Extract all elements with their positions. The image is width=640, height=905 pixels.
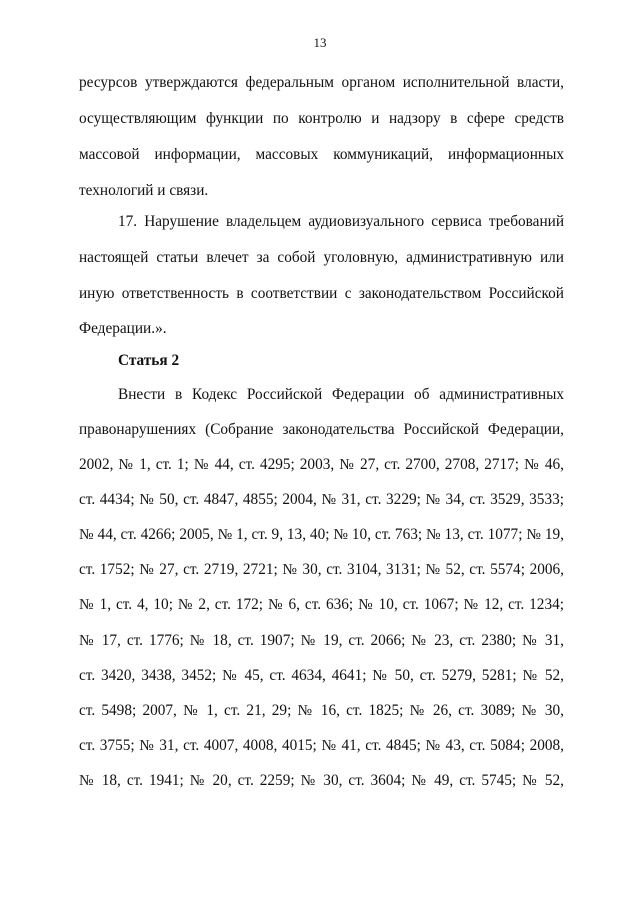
- paragraph-line: 2002, № 1, ст. 1; № 44, ст. 4295; 2003, № 27, ст. 2700, 2708, 2717; № 46,: [79, 456, 564, 473]
- paragraph-line: правонарушениях (Собрание законодательства Российской Федерации,: [79, 421, 564, 438]
- paragraph-line: № 1, ст. 4, 10; № 2, ст. 172; № 6, ст. 636; № 10, ст. 1067; № 12, ст. 1234;: [79, 596, 564, 613]
- paragraph-line: ст. 1752; № 27, ст. 2719, 2721; № 30, ст. 3104, 3131; № 52, ст. 5574; 2006,: [79, 561, 564, 578]
- paragraph-line: Внести в Кодекс Российской Федерации об административных: [118, 386, 564, 403]
- paragraph-line: № 17, ст. 1776; № 18, ст. 1907; № 19, ст. 2066; № 23, ст. 2380; № 31,: [79, 632, 564, 649]
- paragraph-line: 17. Нарушение владельцем аудиовизуального сервиса требований: [118, 213, 564, 230]
- paragraph-line: настоящей статьи влечет за собой уголовную, административную или: [79, 249, 564, 266]
- paragraph-line: № 18, ст. 1941; № 20, ст. 2259; № 30, ст. 3604; № 49, ст. 5745; № 52,: [79, 772, 564, 789]
- page-number: 13: [313, 35, 327, 50]
- paragraph-line: массовой информации, массовых коммуникаций, информационных: [79, 146, 564, 163]
- paragraph-line: ст. 3420, 3438, 3452; № 45, ст. 4634, 4641; № 50, ст. 5279, 5281; № 52,: [79, 667, 564, 684]
- paragraph-line: № 44, ст. 4266; 2005, № 1, ст. 9, 13, 40; № 10, ст. 763; № 13, ст. 1077; № 19,: [79, 526, 564, 543]
- paragraph-line: осуществляющим функции по контролю и надзору в сфере средств: [79, 110, 564, 127]
- article-heading: Статья 2: [118, 352, 180, 369]
- paragraph-line: ст. 5498; 2007, № 1, ст. 21, 29; № 16, ст. 1825; № 26, ст. 3089; № 30,: [79, 702, 564, 719]
- paragraph-line: иную ответственность в соответствии с законодательством Российской: [79, 285, 564, 302]
- paragraph-line: ст. 4434; № 50, ст. 4847, 4855; 2004, № 31, ст. 3229; № 34, ст. 3529, 3533;: [79, 491, 564, 508]
- paragraph-line: ресурсов утверждаются федеральным органом исполнительной власти,: [79, 74, 564, 91]
- paragraph-line: Федерации.».: [79, 320, 167, 337]
- paragraph-line: ст. 3755; № 31, ст. 4007, 4008, 4015; № 41, ст. 4845; № 43, ст. 5084; 2008,: [79, 737, 564, 754]
- paragraph-line: технологий и связи.: [79, 182, 209, 199]
